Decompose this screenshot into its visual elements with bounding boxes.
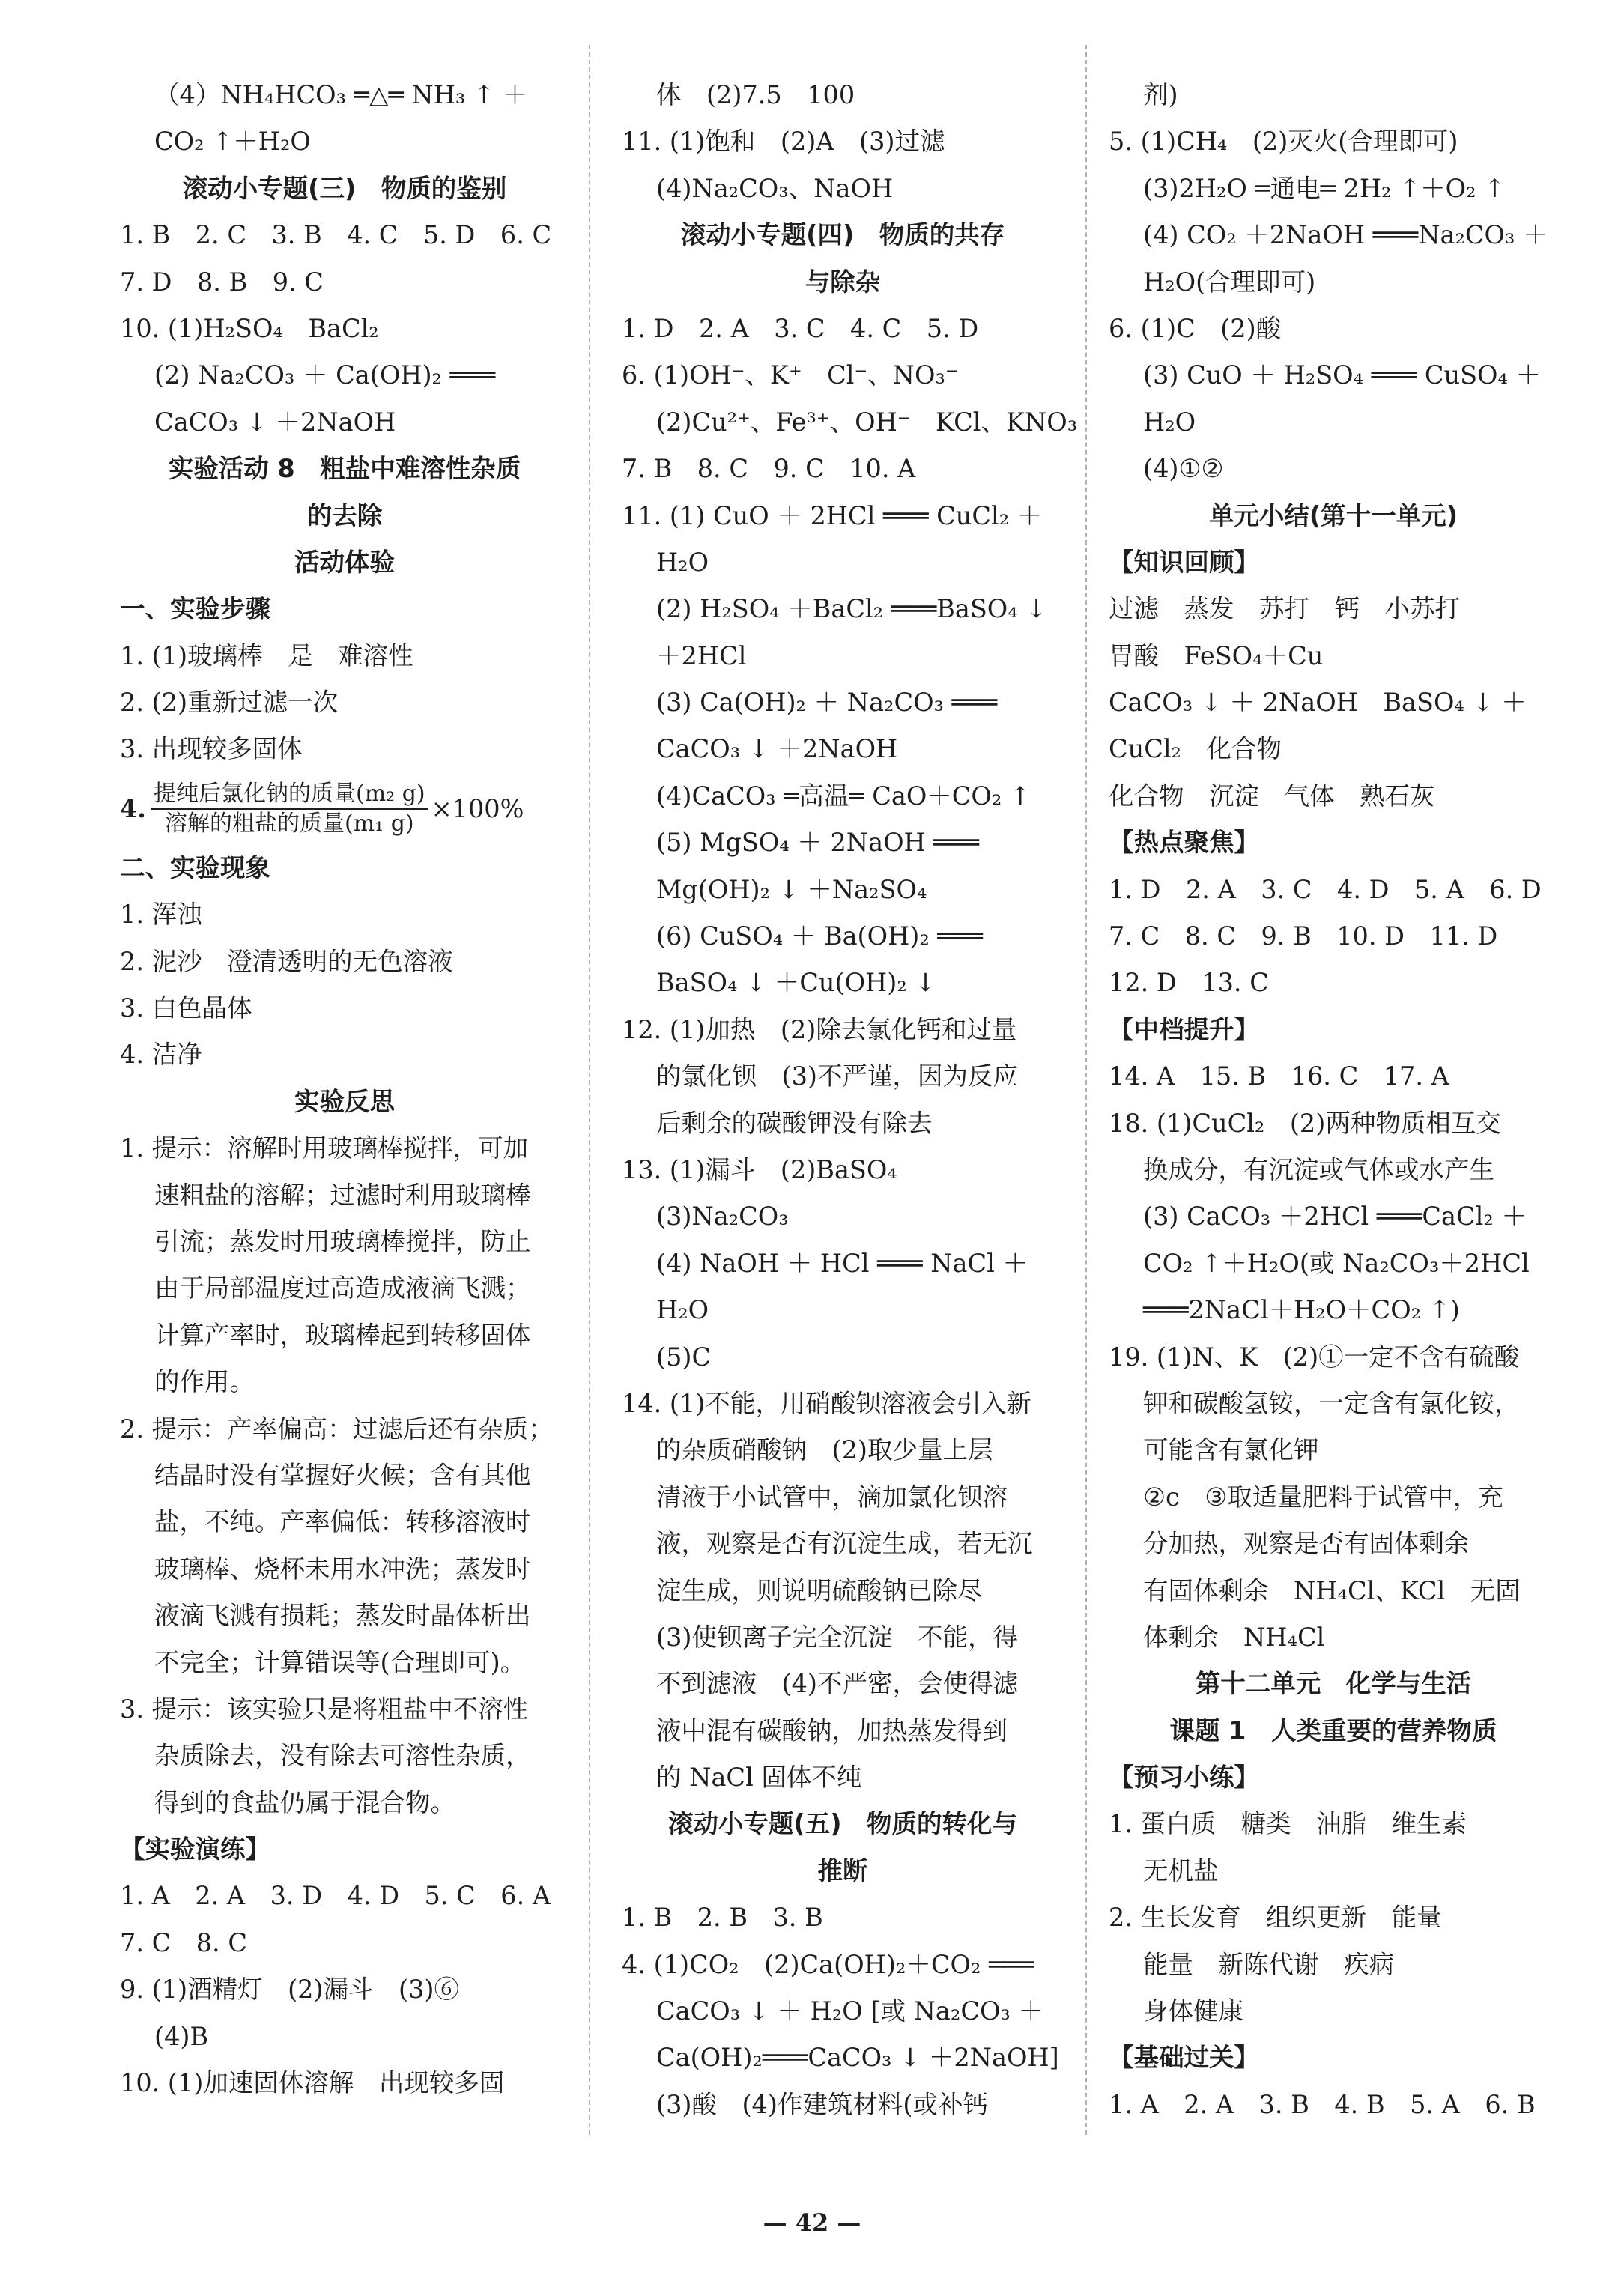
answer-line: (4)①② <box>1143 454 1224 484</box>
subsection-label: 【实验演练】 <box>120 1835 270 1864</box>
column-divider <box>1085 45 1087 2135</box>
answer-line: 4. 洁净 <box>120 1040 202 1070</box>
section-heading: 实验活动 8 粗盐中难溶性杂质 <box>168 454 521 484</box>
answer-line: 有固体剩余 NH₄Cl、KCl 无固 <box>1143 1575 1521 1605</box>
answer-line: 不到滤液 (4)不严密，会使得滤 <box>656 1669 1018 1699</box>
answer-line: 14. A 15. B 16. C 17. A <box>1109 1061 1449 1091</box>
answer-line: 18. (1)CuCl₂ (2)两种物质相互交 <box>1109 1108 1501 1138</box>
answer-line: 计算产率时，玻璃棒起到转移固体 <box>154 1320 531 1350</box>
answer-line: 得到的食盐仍属于混合物。 <box>154 1787 455 1817</box>
column-middle <box>622 72 1078 2128</box>
answer-line: 后剩余的碳酸钾没有除去 <box>656 1108 933 1138</box>
section-heading: 课题 1 人类重要的营养物质 <box>1169 1715 1497 1745</box>
answer-line: (5) MgSO₄ ＋ 2NaOH ═══ <box>656 828 979 858</box>
answer-line: 3. 白色晶体 <box>120 993 252 1023</box>
answer-line: （4）NH₄HCO₃ ═△═ NH₃ ↑ ＋ <box>154 80 528 109</box>
section-heading: 活动体验 <box>294 547 395 577</box>
answer-line: 液，观察是否有沉淀生成，若无沉 <box>656 1529 1033 1559</box>
answer-line: 1. A 2. A 3. B 4. B 5. A 6. B <box>1109 2089 1536 2119</box>
answer-line: 7. B 8. C 9. C 10. A <box>622 454 916 484</box>
answer-line: 换成分，有沉淀或气体或水产生 <box>1143 1154 1494 1184</box>
answer-line: 7. C 8. C 9. B 10. D 11. D <box>1109 921 1498 951</box>
answer-line: (3)使钡离子完全沉淀 不能，得 <box>656 1622 1018 1652</box>
answer-line: (3) CuO ＋ H₂SO₄ ═══ CuSO₄ ＋ <box>1143 360 1542 390</box>
answer-line: (3) CaCO₃ ＋2HCl ═══CaCl₂ ＋ <box>1143 1202 1527 1232</box>
section-heading: 单元小结(第十一单元) <box>1208 500 1458 530</box>
section-heading: 滚动小专题(三) 物质的鉴别 <box>182 173 507 203</box>
answer-line: 11. (1) CuO ＋ 2HCl ═══ CuCl₂ ＋ <box>622 500 1043 530</box>
answer-line: (3) Ca(OH)₂ ＋ Na₂CO₃ ═══ <box>656 688 998 718</box>
answer-line: (4)CaCO₃ ═高温═ CaO＋CO₂ ↑ <box>656 781 1031 811</box>
answer-line: 7. C 8. C <box>120 1927 247 1957</box>
answer-line: CaCO₃ ↓ ＋2NaOH <box>154 407 396 437</box>
answer-line: 3. 提示：该实验只是将粗盐中不溶性 <box>120 1694 529 1724</box>
answer-line: Ca(OH)₂═══CaCO₃ ↓ ＋2NaOH] <box>656 2043 1059 2073</box>
answer-line: 2. (2)重新过滤一次 <box>120 688 339 718</box>
subsection-label: 【基础过关】 <box>1109 2043 1259 2073</box>
answer-line: 体 (2)7.5 100 <box>656 80 855 109</box>
section-heading: 实验反思 <box>294 1086 395 1116</box>
answer-line: 13. (1)漏斗 (2)BaSO₄ <box>622 1154 897 1184</box>
answer-line: 19. (1)N、K (2)①一定不含有硫酸 <box>1109 1342 1520 1372</box>
answer-line: 清液于小试管中，滴加氯化钡溶 <box>656 1482 1008 1512</box>
answer-line: 12. D 13. C <box>1109 968 1269 998</box>
answer-line: CO₂ ↑＋H₂O <box>154 127 311 157</box>
answer-line: H₂O <box>656 547 709 577</box>
answer-line: 过滤 蒸发 苏打 钙 小苏打 <box>1109 594 1460 624</box>
answer-line: CuCl₂ 化合物 <box>1109 734 1282 764</box>
answer-line: 引流；蒸发时用玻璃棒搅拌，防止 <box>154 1226 531 1256</box>
subsection-label: 【预习小练】 <box>1109 1763 1259 1793</box>
answer-line: (3)酸 (4)作建筑材料(或补钙 <box>656 2089 988 2119</box>
answer-line: 液中混有碳酸钠，加热蒸发得到 <box>656 1715 1008 1745</box>
answer-line: 1. A 2. A 3. D 4. D 5. C 6. A <box>120 1881 551 1911</box>
answer-line: 9. (1)酒精灯 (2)漏斗 (3)⑥ <box>120 1975 459 2005</box>
answer-line: 1. 浑浊 <box>120 900 202 930</box>
answer-line: 2. 泥沙 澄清透明的无色溶液 <box>120 946 453 976</box>
answer-line: (3)2H₂O ═通电═ 2H₂ ↑＋O₂ ↑ <box>1143 173 1506 203</box>
answer-line: 由于局部温度过高造成液滴飞溅； <box>154 1273 531 1303</box>
answer-line: 的杂质硝酸钠 (2)取少量上层 <box>656 1435 993 1465</box>
subsection-label: 【中档提升】 <box>1109 1014 1259 1044</box>
answer-line: 结晶时没有掌握好火候；含有其他 <box>154 1460 531 1490</box>
answer-line: 的氯化钡 (3)不严谨，因为反应 <box>656 1061 1018 1091</box>
answer-line: 2. 生长发育 组织更新 能量 <box>1109 1903 1442 1933</box>
answer-line: 液滴飞溅有损耗；蒸发时晶体析出 <box>154 1601 531 1631</box>
section-heading: 一、实验步骤 <box>120 594 270 624</box>
answer-line: 1. 蛋白质 糖类 油脂 维生素 <box>1109 1809 1467 1839</box>
section-heading: 第十二单元 化学与生活 <box>1195 1669 1472 1699</box>
answer-line: 淀生成，则说明硫酸钠已除尽 <box>656 1575 983 1605</box>
formula-line <box>120 773 569 845</box>
answer-line: 速粗盐的溶解；过滤时利用玻璃棒 <box>154 1180 531 1210</box>
answer-line: ＋2HCl <box>656 640 747 670</box>
answer-line: (2) Na₂CO₃ ＋ Ca(OH)₂ ═══ <box>154 360 496 390</box>
answer-line: 盐，不纯。产率偏低：转移溶液时 <box>154 1507 531 1537</box>
answer-line: 不完全；计算错误等(合理即可)。 <box>154 1647 526 1677</box>
section-heading: 滚动小专题(五) 物质的转化与 <box>667 1809 1018 1839</box>
answer-line: (5)C <box>656 1342 712 1372</box>
section-heading: 的去除 <box>306 500 383 530</box>
answer-line: 1. B 2. C 3. B 4. C 5. D 6. C <box>120 220 552 250</box>
answer-line: 能量 新陈代谢 疾病 <box>1143 1949 1394 1979</box>
section-heading: 滚动小专题(四) 物质的共存 <box>680 220 1005 250</box>
answer-line: (3)Na₂CO₃ <box>656 1202 789 1232</box>
answer-line: 10. (1)H₂SO₄ BaCl₂ <box>120 313 379 343</box>
answer-line: (6) CuSO₄ ＋ Ba(OH)₂ ═══ <box>656 921 983 951</box>
answer-line: 14. (1)不能，用硝酸钡溶液会引入新 <box>622 1388 1031 1418</box>
answer-line: 钾和碳酸氢铵，一定含有氯化铵， <box>1143 1388 1520 1418</box>
answer-line: CO₂ ↑＋H₂O(或 Na₂CO₃＋2HCl <box>1143 1248 1530 1278</box>
answer-line: 剂) <box>1143 80 1178 109</box>
answer-line: ═══2NaCl＋H₂O＋CO₂ ↑) <box>1143 1295 1460 1325</box>
answer-line: 的作用。 <box>154 1367 255 1397</box>
column-right <box>1109 72 1558 2128</box>
answer-line: H₂O <box>1143 407 1196 437</box>
answer-line: 1. (1)玻璃棒 是 难溶性 <box>120 640 413 670</box>
item-number: 4. <box>120 793 146 823</box>
page-number: — 42 — <box>763 2208 861 2237</box>
answer-line: (4)Na₂CO₃、NaOH <box>656 173 894 203</box>
answer-line: CaCO₃ ↓ ＋2NaOH <box>656 734 898 764</box>
section-heading: 推断 <box>817 1856 868 1885</box>
answer-line: 杂质除去，没有除去可溶性杂质， <box>154 1741 531 1771</box>
answer-line: 6. (1)C (2)酸 <box>1109 313 1282 343</box>
answer-line: 1. D 2. A 3. C 4. C 5. D <box>622 313 979 343</box>
answer-line: Mg(OH)₂ ↓ ＋Na₂SO₄ <box>656 874 927 904</box>
answer-line: (2) H₂SO₄ ＋BaCl₂ ═══BaSO₄ ↓ <box>656 594 1047 624</box>
answer-line: CaCO₃ ↓ ＋ H₂O [或 Na₂CO₃ ＋ <box>656 1996 1044 2026</box>
answer-line: 玻璃棒、烧杯未用水冲洗；蒸发时 <box>154 1554 531 1584</box>
section-heading: 二、实验现象 <box>120 852 270 882</box>
column-left <box>120 72 569 2106</box>
answer-line: 4. (1)CO₂ (2)Ca(OH)₂＋CO₂ ═══ <box>622 1949 1034 1979</box>
fraction-denominator: 溶解的粗盐的质量(m₁ g) <box>164 810 414 837</box>
answer-line: 2. 提示：产率偏高：过滤后还有杂质； <box>120 1414 554 1444</box>
answer-line: 体剩余 NH₄Cl <box>1143 1622 1325 1652</box>
column-divider <box>589 45 590 2135</box>
answer-line: 的 NaCl 固体不纯 <box>656 1763 862 1793</box>
answer-line: H₂O(合理即可) <box>1143 267 1316 297</box>
answer-line: (2)Cu²⁺、Fe³⁺、OH⁻ KCl、KNO₃ <box>656 407 1078 437</box>
answer-line: (4)B <box>154 2021 209 2051</box>
answer-line: 7. D 8. B 9. C <box>120 267 324 297</box>
answer-line: H₂O <box>656 1295 709 1325</box>
answer-line: ②c ③取适量肥料于试管中，充 <box>1143 1482 1503 1512</box>
fraction-multiplier: ×100% <box>431 793 524 823</box>
answer-line: 3. 出现较多固体 <box>120 734 303 764</box>
answer-line: 5. (1)CH₄ (2)灭火(合理即可) <box>1109 127 1458 157</box>
fraction <box>151 780 428 838</box>
answer-line: 化合物 沉淀 气体 熟石灰 <box>1109 781 1435 811</box>
answer-line: 11. (1)饱和 (2)A (3)过滤 <box>622 127 945 157</box>
answer-line: (4) CO₂ ＋2NaOH ═══Na₂CO₃ ＋ <box>1143 220 1548 250</box>
fraction-numerator: 提纯后氯化钠的质量(m₂ g) <box>151 780 428 810</box>
answer-line: 分加热，观察是否有固体剩余 <box>1143 1529 1470 1559</box>
subsection-label: 【热点聚焦】 <box>1109 828 1259 858</box>
answer-line: 1. D 2. A 3. C 4. D 5. A 6. D <box>1109 874 1542 904</box>
answer-line: CaCO₃ ↓ ＋ 2NaOH BaSO₄ ↓ ＋ <box>1109 688 1527 718</box>
answer-line: 1. 提示：溶解时用玻璃棒搅拌，可加 <box>120 1133 529 1163</box>
answer-line: BaSO₄ ↓ ＋Cu(OH)₂ ↓ <box>656 968 936 998</box>
answer-line: 无机盐 <box>1143 1856 1219 1885</box>
answer-line: 12. (1)加热 (2)除去氯化钙和过量 <box>622 1014 1017 1044</box>
answer-line: 胃酸 FeSO₄＋Cu <box>1109 640 1324 670</box>
answer-line: 1. B 2. B 3. B <box>622 1903 823 1933</box>
answer-line: 10. (1)加速固体溶解 出现较多固 <box>120 2068 505 2098</box>
answer-line: (4) NaOH ＋ HCl ═══ NaCl ＋ <box>656 1248 1028 1278</box>
subsection-label: 【知识回顾】 <box>1109 547 1259 577</box>
answer-line: 可能含有氯化钾 <box>1143 1435 1319 1465</box>
answer-line: 6. (1)OH⁻、K⁺ Cl⁻、NO₃⁻ <box>622 360 959 390</box>
section-heading: 与除杂 <box>805 267 881 297</box>
answer-line: 身体健康 <box>1143 1996 1243 2026</box>
